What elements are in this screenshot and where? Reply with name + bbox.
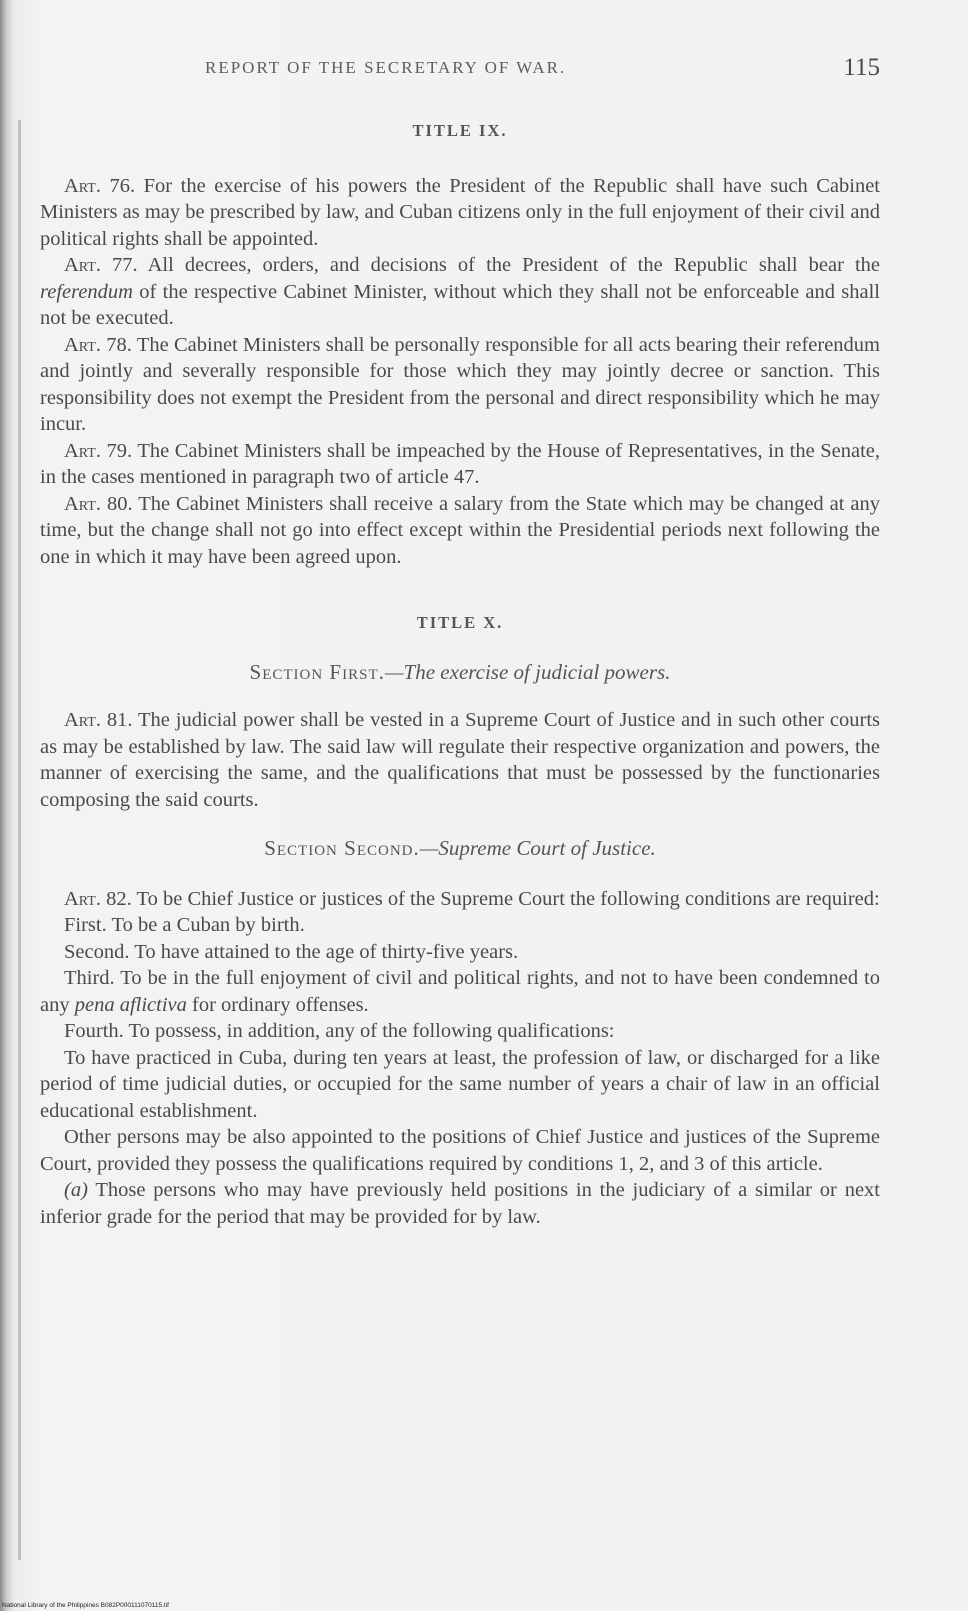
- condition-second: Second. To have attained to the age of thirty-five years.: [64, 940, 519, 963]
- article-text: For the exercise of his powers the President of the Republic shall have such Cabinet Ministers as may be prescribed by law, and Cuban citizens only in the full enjoyment of their civil and political rights shall be appointed.: [40, 174, 881, 250]
- condition-text: Third. To be in the full enjoyment of civil and political rights, and not to have been condemned to any: [40, 967, 880, 1016]
- scan-footer-stamp: National Library of the Philippines B082P000111070115.tif: [2, 1602, 169, 1609]
- article-82: [40, 886, 880, 913]
- condition-text: for ordinary offenses.: [192, 993, 369, 1016]
- article-text: All decrees, orders, and decisions of the President of the Republic shall bear the: [147, 254, 880, 276]
- other-persons-paragraph: Other persons may be also appointed to the positions of Chief Justice and justices of the Supreme Court, provided they possess the qualifications required by conditions 1, 2, and 3 of this article.: [40, 1126, 880, 1175]
- section-title: —Supreme Court of Justice.: [419, 836, 656, 860]
- article-text: To be Chief Justice or justices of the Supreme Court the following conditions are required:: [136, 887, 880, 910]
- article-label: Art. 79.: [64, 439, 133, 462]
- article-label: Art. 76.: [64, 174, 136, 197]
- article-label: Art. 81.: [64, 709, 133, 731]
- article-79: [40, 438, 880, 491]
- condition-third: [40, 965, 880, 1018]
- article-italic-term: referendum: [40, 280, 133, 303]
- section-title: —The exercise of judicial powers.: [384, 659, 671, 684]
- running-title: REPORT OF THE SECRETARY OF WAR.: [205, 58, 567, 77]
- condition-first: First. To be a Cuban by birth.: [64, 914, 305, 936]
- condition-fourth: Fourth. To possess, in addition, any of the following qualifications:: [64, 1020, 615, 1042]
- section-label: Section Second.: [264, 836, 420, 860]
- article-label: Art. 80.: [64, 492, 133, 515]
- article-text: The Cabinet Ministers shall be personally responsible for all acts bearing their referendum and jointly and severally responsible for those which they may jointly decree or sanction. This responsibility does not exempt the President from the personal and direct responsibility which he may incur.: [40, 333, 880, 435]
- article-78: [40, 332, 880, 438]
- title-x-heading: TITLE X.: [416, 613, 504, 632]
- article-76: [40, 173, 880, 253]
- article-text: The judicial power shall be vested in a Supreme Court of Justice and in such other courts as may be established by law. The said law will regulate their respective organization and powers, the manner of exercising the same, and the qualifications that must be possessed by the functionaries composing the said courts.: [40, 709, 880, 811]
- condition-italic-term: pena aflictiva: [74, 993, 187, 1016]
- clause-label: (a): [64, 1179, 88, 1201]
- clause-text: Those persons who may have previously held positions in the judiciary of a similar or next inferior grade for the period that may be provided for by law.: [40, 1179, 880, 1228]
- article-label: Art. 78.: [64, 333, 132, 356]
- section-second-heading: [40, 835, 880, 862]
- binding-shadow: [18, 120, 21, 1560]
- page-number: 115: [843, 54, 880, 81]
- article-text: of the respective Cabinet Minister, without which they shall not be enforceable and shall not be executed.: [40, 280, 881, 329]
- clause-a: [40, 1177, 880, 1230]
- article-label: Art. 77.: [64, 254, 138, 276]
- qualification-practice: To have practiced in Cuba, during ten years at least, the profession of law, or discharged for a like period of time judicial duties, or occupied for the same number of years a chair of law in an official educational establishment.: [40, 1046, 880, 1122]
- page-body: [40, 118, 880, 1230]
- title-ix-heading: TITLE IX.: [412, 121, 508, 140]
- running-header: [0, 54, 968, 84]
- section-first-heading: [40, 659, 880, 686]
- section-label: Section First.: [249, 659, 385, 684]
- article-77: [40, 252, 880, 332]
- article-text: The Cabinet Ministers shall be impeached by the House of Representatives, in the Senate, in the cases mentioned in paragraph two of article 47.: [40, 439, 881, 488]
- article-81: [40, 707, 880, 813]
- article-80: [40, 491, 880, 571]
- article-text: The Cabinet Ministers shall receive a salary from the State which may be changed at any time, but the change shall not go into effect except within the Presidential periods next following the one in which it may have been agreed upon.: [40, 492, 881, 568]
- article-label: Art. 82.: [64, 887, 132, 910]
